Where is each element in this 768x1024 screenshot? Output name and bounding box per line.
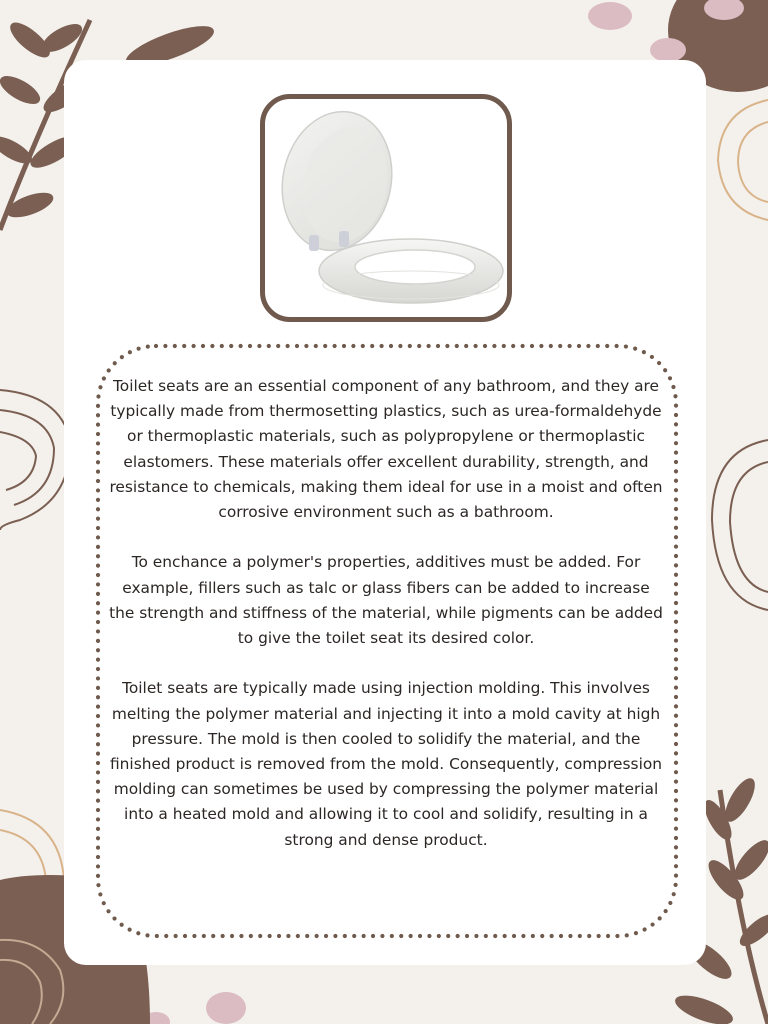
topo-lines-left: [0, 390, 70, 530]
topo-lines-bottom-left: [0, 810, 64, 880]
content-card: [64, 60, 706, 965]
paragraph-materials: Toilet seats are an essential component of any bathroom, and they are typically made from thermosetting plastics, such as urea-formaldehyde or thermoplastic materials, such as polypropylene or thermoplastic elastomers. These materials offer excellent durability, strength, and resistance to chemicals, making them ideal for use in a moist and often corrosive environment such as a bathroom.: [109, 377, 663, 522]
pink-spot: [588, 2, 632, 30]
paragraph-manufacturing: Toilet seats are typically made using injection molding. This involves melting the polymer material and injecting it into a mold cavity at high pressure. The mold is then cooled to solidify the material, and the finished product is removed from the mold. Consequently, compression molding can sometimes be used by compressing the polymer material into a heated mold and allowing it to cool and solidify, resulting in a strong and dense product.: [109, 679, 663, 849]
product-image-frame: [260, 94, 512, 322]
topo-lines-right: [712, 440, 768, 610]
topo-lines-right-beige: [718, 100, 768, 220]
toilet-seat-icon: [265, 99, 507, 317]
pink-spot: [206, 992, 246, 1024]
article-text: [108, 374, 664, 853]
paragraph-additives: To enchance a polymer's properties, additives must be added. For example, fillers such as talc or glass fibers can be added to increase the strength and stiffness of the material, while pigments can be added to give the toilet seat its desired color.: [109, 553, 663, 648]
pink-spot: [650, 38, 686, 62]
